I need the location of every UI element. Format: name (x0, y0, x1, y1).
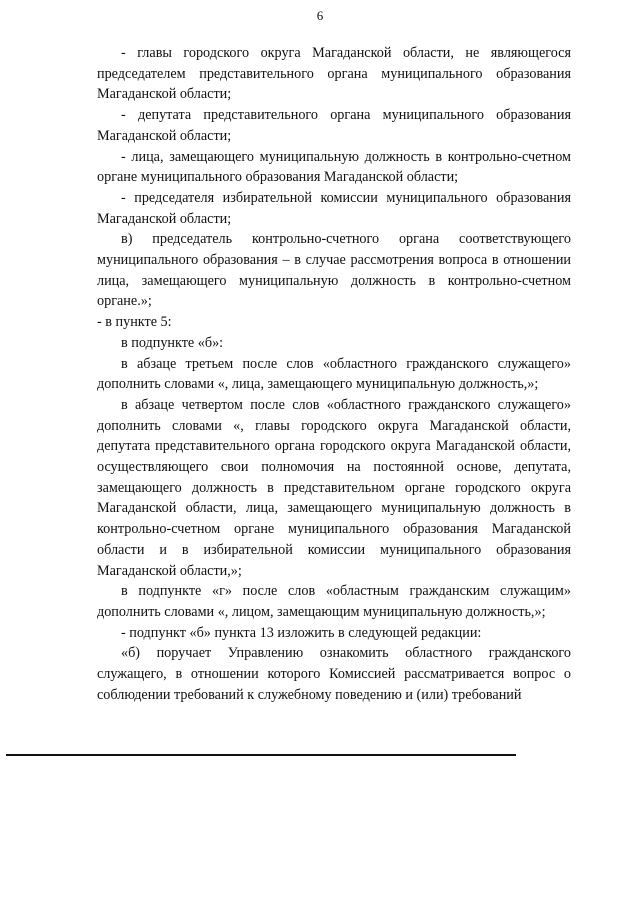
paragraph: - подпункт «б» пункта 13 изложить в следующей редакции: (121, 624, 482, 641)
paragraph: в абзаце четвертом после слов «областного гражданского служащего» дополнить словами «, главы городского округа Магаданской области, депутата представительного органа городского округа Магаданской области, осуществляющего свои полномочия на постоянной основе, депутата, замещающего должность в представительном органе городского округа Магаданской области, лица, замещающего муниципальную должность в контрольно-счетном органе муниципального образования Магаданской области и в избирательной комиссии муниципального образования Магаданской области,»; (97, 396, 571, 579)
paragraph: в) председатель контрольно-счетного органа соответствующего муниципального образования – в случае рассмотрения вопроса в отношении лица, замещающего муниципальную должность в контрольно-счетном органе.»; (97, 231, 571, 310)
paragraph: в подпункте «б»: (121, 334, 224, 351)
paragraph: - лица, замещающего муниципальную должность в контрольно-счетном органе муниципального образования Магаданской области; (97, 148, 571, 186)
paragraph: «б) поручает Управлению ознакомить областного гражданского служащего, в отношении которого Комиссией рассматривается вопрос о соблюдении требований к служебному поведению и (или) требований (97, 645, 571, 703)
paragraph: в абзаце третьем после слов «областного гражданского служащего» дополнить словами «, лица, замещающего муниципальную должность,»; (97, 355, 571, 393)
paragraph: - председателя избирательной комиссии муниципального образования Магаданской области; (97, 189, 571, 227)
paragraph: в подпункте «г» после слов «областным гражданским служащим» дополнить словами «, лицом, замещающим муниципальную должность,»; (97, 583, 571, 620)
paragraph: - главы городского округа Магаданской области, не являющегося председателем представительного органа муниципального образования Магаданской области; (97, 45, 571, 103)
page-divider-line (6, 754, 516, 756)
page-number: 6 (316, 8, 324, 23)
document-body (97, 43, 571, 706)
paragraph: - депутата представительного органа муниципального образования Магаданской области; (97, 107, 571, 144)
paragraph: - в пункте 5: (97, 314, 172, 331)
